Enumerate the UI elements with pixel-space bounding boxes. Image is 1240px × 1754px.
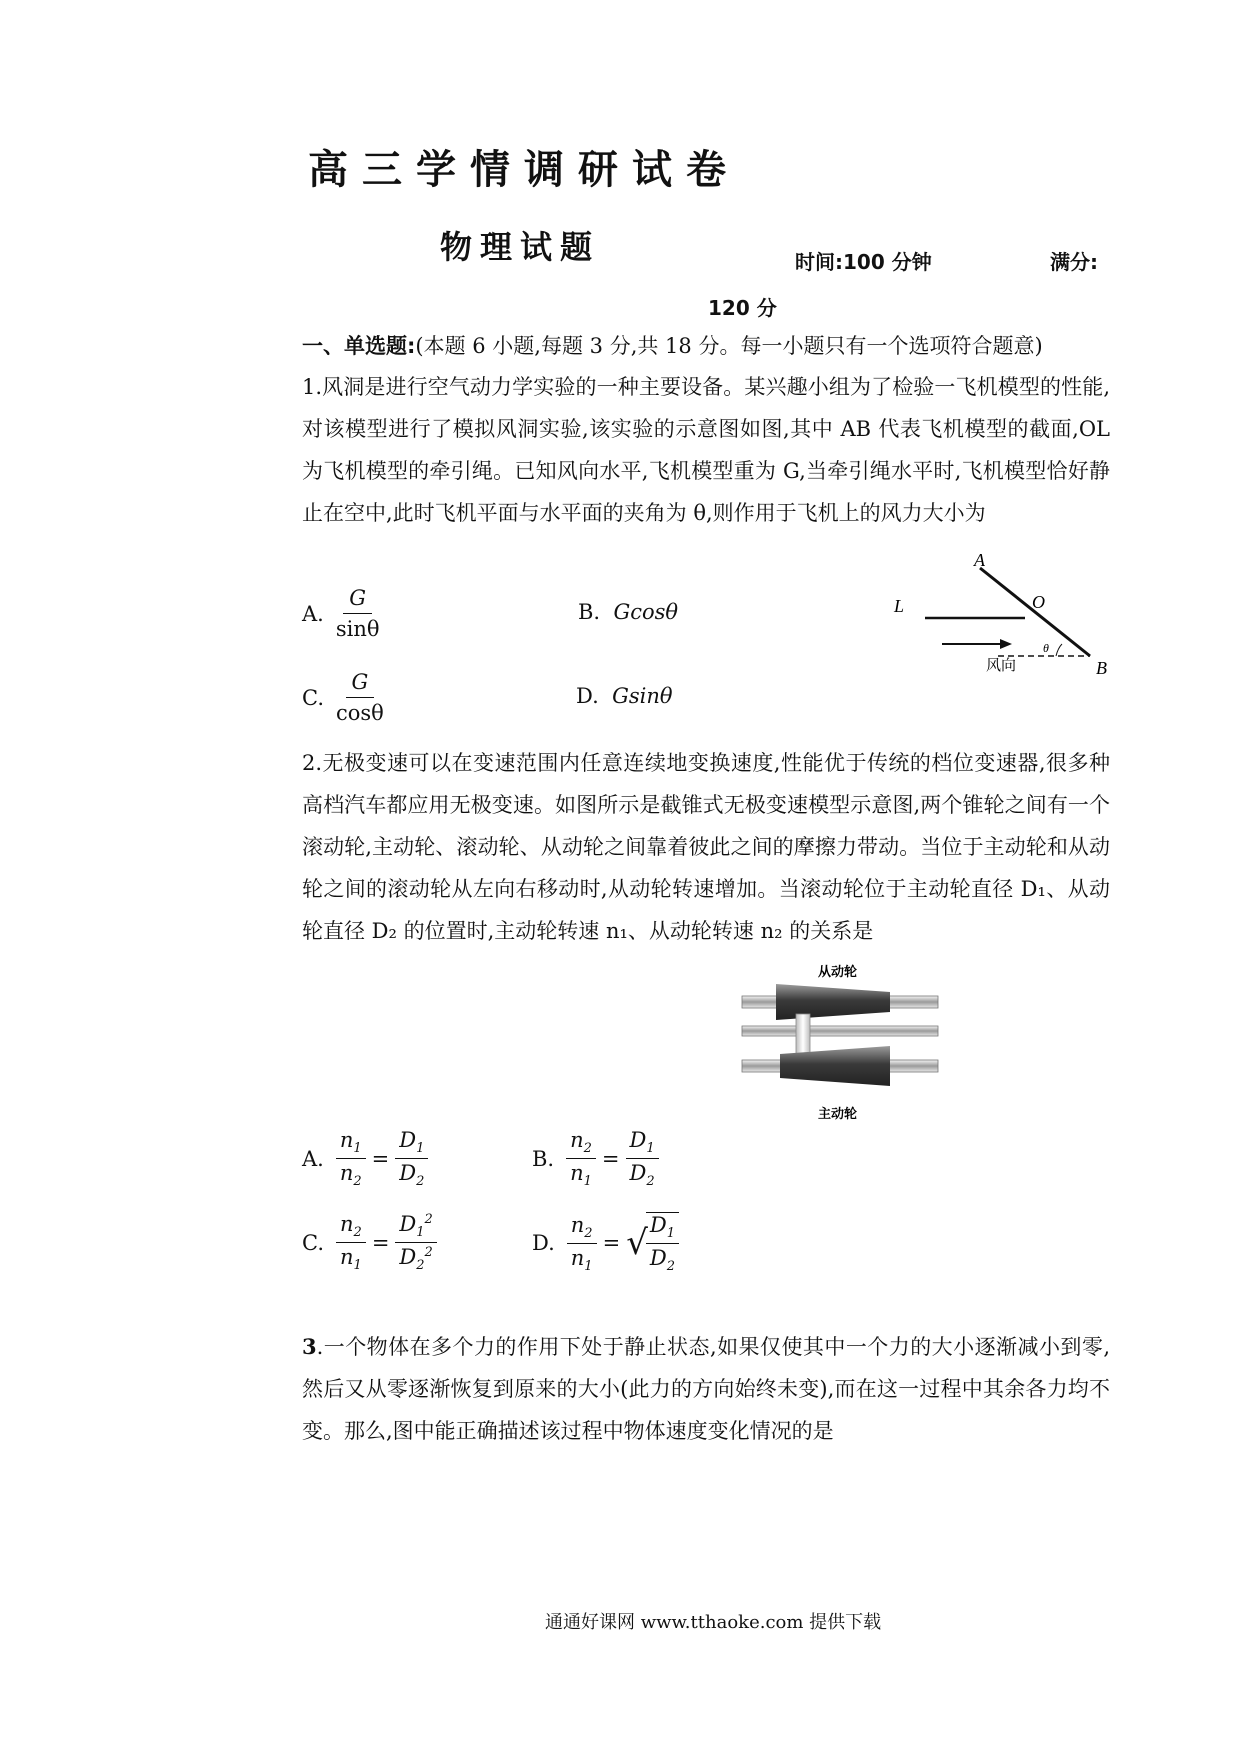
question-3-number: 3 <box>302 1334 317 1359</box>
q1-option-d-expr: Gsinθ <box>612 684 673 708</box>
q1-option-b <box>578 600 678 624</box>
score-value: 120 分 <box>708 296 777 320</box>
q1-option-b-label: B. <box>578 600 601 624</box>
q1-option-c-label: C. <box>302 685 324 710</box>
question-3-body: .一个物体在多个力的作用下处于静止状态,如果仅使其中一个力的大小逐渐减小到零,然后又从零逐渐恢复到原来的大小(此力的方向始终未变),而在这一过程中其余各力均不变。那么,图中能正确描述该过程中物体速度变化情况的是 <box>302 1335 1110 1443</box>
q2-option-c-formula: $\frac{n_2}{n_1}$ = $\frac{D_1^2}{D_2^2}$ <box>336 1212 437 1273</box>
q2-option-a-formula: $\frac{n_1}{n_2}$ = $\frac{D_1}{D_2}$ <box>336 1128 429 1189</box>
q1-option-a <box>302 586 380 641</box>
q1-option-c-numerator: G <box>346 670 375 698</box>
footer-download-note: 通通好课网 www.tthaoke.com 提供下载 <box>545 1612 882 1633</box>
label-b: B <box>1096 658 1107 678</box>
wind-tunnel-diagram <box>880 548 1120 688</box>
wind-arrow-head <box>1000 639 1012 649</box>
driving-wheel-label: 主动轮 <box>818 1107 858 1122</box>
q1-option-b-expr: Gcosθ <box>613 600 679 624</box>
exam-title: 高三学情调研试卷 <box>308 147 740 193</box>
q2-option-b <box>532 1128 659 1189</box>
cvt-diagram <box>740 962 950 1128</box>
subject-title: 物理试题 <box>440 228 601 266</box>
section-note: (本题 6 小题,每题 3 分,共 18 分。每一小题只有一个选项符合题意) <box>415 334 1043 358</box>
q1-option-c-denominator: cosθ <box>336 701 384 725</box>
sqrt-sign: √ <box>626 1223 648 1264</box>
label-theta: θ <box>1043 641 1049 655</box>
q2-option-a-label: A. <box>302 1146 324 1171</box>
q2-option-d <box>532 1212 679 1274</box>
label-o: O <box>1032 592 1045 612</box>
section-title: 一、单选题: <box>302 334 416 358</box>
plane-section-line <box>980 568 1090 656</box>
q1-option-d-label: D. <box>576 684 599 708</box>
theta-arc <box>1056 644 1062 656</box>
q1-option-c <box>302 670 384 725</box>
label-l: L <box>894 596 905 616</box>
roller-wheel <box>796 1014 810 1056</box>
q1-option-a-numerator: G <box>343 586 372 614</box>
q1-option-a-label: A. <box>302 601 324 626</box>
score-label: 满分: <box>1050 250 1098 274</box>
roller-shaft <box>742 1026 938 1036</box>
label-wind: 风向 <box>986 656 1017 674</box>
q2-option-a <box>302 1128 428 1189</box>
question-1-text: 1.风洞是进行空气动力学实验的一种主要设备。某兴趣小组为了检验一飞机模型的性能,对该模型进行了模拟风洞实验,该实验的示意图如图,其中 AB 代表飞机模型的截面,OL 为飞机模型的牵引绳。已知风向水平,飞机模型重为 G,当牵引绳水平时,飞机模型恰好静止在空中,此时飞机平面与水平面的夹角为 θ,则作用于飞机上的风力大小为 <box>302 375 1110 525</box>
q1-option-d <box>576 684 673 708</box>
driven-cone <box>776 984 890 1020</box>
q2-option-b-label: B. <box>532 1146 555 1171</box>
section-heading <box>302 330 1043 360</box>
q1-option-c-fraction <box>336 670 384 725</box>
driven-wheel-label: 从动轮 <box>818 965 858 980</box>
q2-option-c-label: C. <box>302 1230 324 1255</box>
exam-time: 时间:100 分钟 <box>795 250 932 274</box>
q2-option-c <box>302 1212 437 1273</box>
question-2-text: 2.无极变速可以在变速范围内任意连续地变换速度,性能优于传统的档位变速器,很多种高档汽车都应用无极变速。如图所示是截锥式无极变速模型示意图,两个锥轮之间有一个滚动轮,主动轮、滚动轮、从动轮之间靠着彼此之间的摩擦力带动。当位于主动轮和从动轮之间的滚动轮从左向右移动时,从动轮转速增加。当滚动轮位于主动轮直径 D₁、从动轮直径 D₂ 的位置时,主动轮转速 n₁、从动轮转速 n₂ 的关系是 <box>302 751 1110 943</box>
q2-option-d-label: D. <box>532 1231 555 1256</box>
q2-option-b-formula: $\frac{n_2}{n_1}$ = $\frac{D_1}{D_2}$ <box>566 1128 659 1189</box>
label-a: A <box>974 550 985 570</box>
q1-option-a-fraction <box>336 586 380 641</box>
q1-option-a-denominator: sinθ <box>335 617 380 641</box>
question-3-text <box>302 1326 1110 1452</box>
q2-option-d-formula: $\frac{n_2}{n_1}$ = √ $\frac{D_1}{D_2}$ <box>567 1212 679 1274</box>
